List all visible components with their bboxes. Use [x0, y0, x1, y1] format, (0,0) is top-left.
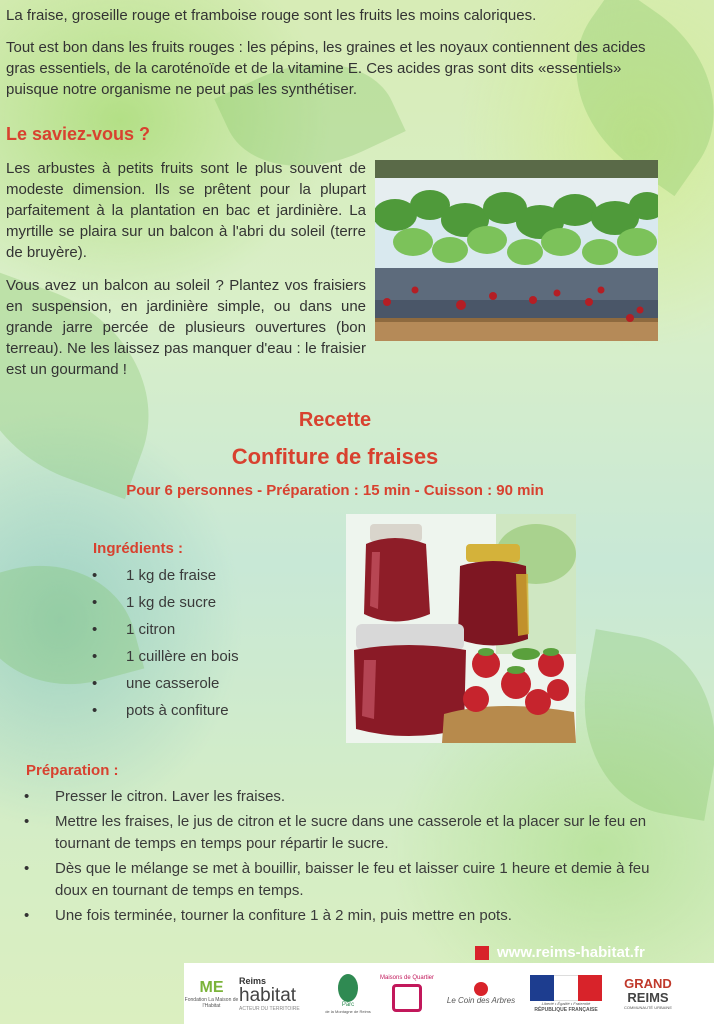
recipe-meta: Pour 6 personnes - Préparation : 15 min - Cuisson : 90 min — [126, 482, 544, 499]
jam-jars-photo — [346, 514, 576, 743]
ingredient-item: • 1 citron — [92, 620, 342, 647]
strawberry-planter-photo — [375, 160, 658, 341]
partner-logos-bar — [184, 963, 714, 1024]
saviez-vous-heading: Le saviez-vous ? — [6, 124, 151, 144]
ingredient-item: • 1 kg de sucre — [92, 593, 342, 620]
red-square-icon — [475, 946, 489, 960]
reims-habitat-logo: Reims habitat ACTEUR DU TERRITOIRE — [239, 975, 300, 1012]
preparation-step: • Mettre les fraises, le jus de citron et le sucre dans une casserole et la placer sur le feu en tournant de temps en temps pour répartir le sucre. — [24, 811, 654, 855]
recipe-title: Confiture de fraises — [231, 444, 439, 469]
saviez-paragraph-1: Les arbustes à petits fruits sont le plus souvent de modeste dimension. Ils se prêtent pour la plupart parfaitement à la plantation en bac et jardinière. La myrtille se plaira sur un balcon à l'abri du soleil (terre de bruyère). — [6, 160, 366, 261]
grand-reims-logo: GRAND REIMS COMMUNAUTÉ URBAINE — [623, 975, 672, 1010]
website-link[interactable] — [475, 944, 645, 961]
recipe-label: Recette — [298, 409, 372, 431]
coin-des-arbres-logo: Le Coin des Arbres — [442, 966, 520, 1021]
saviez-paragraph-2: Vous avez un balcon au soleil ? Plantez vos fraisiers en suspension, en jardinière simple, ou dans une grande jarre percée de plusieurs ouvertures (bon terreau). Ne les laissez pas manquer d'eau : le fraisier est un gourmand ! — [6, 277, 366, 378]
ingredient-item: • pots à confiture — [92, 701, 342, 728]
maisons-de-quartier-logo: Maisons de Quartier — [372, 966, 442, 1021]
preparation-step: • Dès que le mélange se met à bouillir, baisser le feu et laisser cuire 1 heure et demie à feu doux en tournant de temps en temps. — [24, 858, 654, 902]
intro-paragraph: Tout est bon dans les fruits rouges : les pépins, les graines et les noyaux contiennent des acides gras essentiels, de la caroténoïde et de la vitamine E. Ces acides gras sont dits «essentiels» puisque notre organisme ne peut pas les synthétiser. — [6, 39, 646, 98]
ingredient-item: • 1 kg de fraise — [92, 566, 342, 593]
preparation-step: • Presser le citron. Laver les fraises. — [24, 786, 654, 808]
intro-line-1: La fraise, groseille rouge et framboise rouge sont les fruits les moins caloriques. — [6, 7, 537, 24]
parc-naturel-logo: Parc de la Montagne de Reims — [324, 966, 372, 1021]
republique-francaise-logo: Liberté • Égalité • Fraternité RÉPUBLIQUE FRANÇAISE — [520, 966, 612, 1021]
ingredients-list — [92, 566, 342, 728]
ingredient-item: • 1 cuillère en bois — [92, 647, 342, 674]
ingredients-heading: Ingrédients : — [93, 540, 184, 557]
preparation-step: • Une fois terminée, tourner la confiture 1 à 2 min, puis mettre en pots. — [24, 905, 654, 927]
maison-habitat-logo: ME Fondation La Maison de l'Habitat — [184, 978, 239, 1009]
website-url[interactable]: www.reims-habitat.fr — [497, 944, 645, 961]
ingredient-item: • une casserole — [92, 674, 342, 701]
preparation-heading: Préparation : — [26, 762, 119, 779]
preparation-steps — [24, 786, 654, 930]
